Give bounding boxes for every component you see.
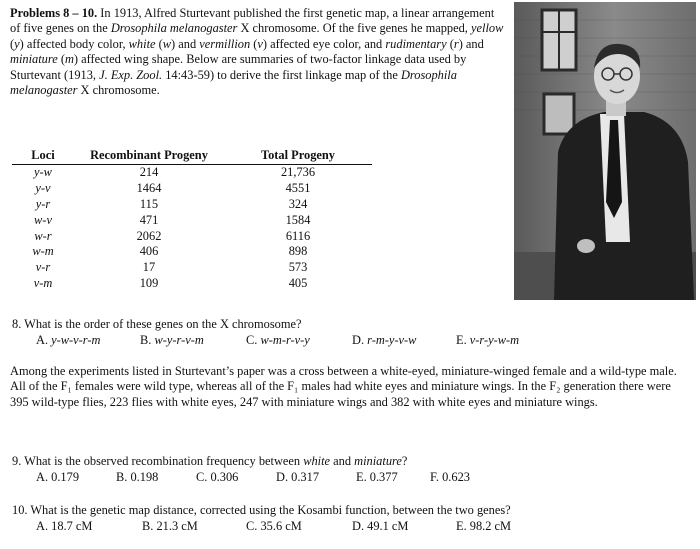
italic-term: Drosophila melanogaster [110,21,238,36]
italic-term: w [162,36,172,51]
text-run: ) affected body color, [19,36,129,51]
italic-term: white [128,36,156,51]
text-run: ) affected wing shape. Below are summaries of two-factor linkage data used by Sturtevant (1913, [10,52,467,82]
italic-term: Drosophila melanogaster [10,67,457,98]
total-cell: 324 [288,196,308,211]
italic-term: m [64,52,74,67]
text-run: 9. What is the observed recombination frequency between [12,454,304,468]
loci-cell: y-r [35,196,51,211]
text-run: In 1913, Alfred Sturtevant published the first genetic map, a linear arrangement of five genes on the [10,6,495,36]
q8-option-a[interactable]: A. y-w-v-r-m [36,333,101,347]
portrait-illustration [514,2,696,300]
italic-term: rudimentary [385,36,447,51]
recombinant-cell: 17 [142,260,156,275]
recombinant-cell: 214 [139,164,159,179]
table-row [12,164,372,180]
col-header-recombinant: Recombinant Progeny [74,148,224,164]
q10-option-a[interactable]: A. 18.7 cM [36,519,93,533]
italic-term: y [14,36,20,51]
question-10: 10. What is the genetic map distance, corrected using the Kosambi function, between the two genes? [12,503,511,517]
q9-option-c[interactable]: C. 0.306 [196,470,239,484]
question-10-options [36,519,636,535]
table-row [12,260,372,276]
text-run: X chromosome. Of the five genes he mapped, [237,21,472,36]
text-run: ) affected eye color, and [262,36,386,51]
text-run: and [330,454,355,468]
q9-option-f[interactable]: F. 0.623 [430,470,470,484]
italic-term: yellow [471,21,504,36]
q9-option-a[interactable]: A. 0.179 [36,470,80,484]
total-cell: 405 [288,276,308,291]
text-run: ( [446,36,454,51]
total-cell: 6116 [285,228,311,243]
recombinant-cell: 109 [139,276,159,291]
text-run: ) and [171,36,200,51]
col-header-loci: Loci [12,148,74,164]
question-9 [12,454,407,469]
text-run: ( [10,36,15,51]
sturtevant-photo [514,2,696,300]
recombinant-cell: 406 [139,244,159,259]
text-run: ( [57,52,65,67]
total-cell: 573 [288,260,308,275]
q8-option-e[interactable]: E. v-r-y-w-m [456,333,520,347]
loci-cell: v-m [33,276,53,291]
italic-term: white [303,454,331,468]
q10-option-c[interactable]: C. 35.6 cM [246,519,302,533]
loci-cell: y-w [34,164,52,179]
question-8-options [36,333,636,349]
q8-option-b[interactable]: B. w-y-r-v-m [140,333,204,347]
experiment-paragraph: Among the experiments listed in Sturtevant’s paper was a cross between a white-eyed, miniature-winged female and a wild-type male. All of the F₁ females were wild type, whereas all of the F₁ males had white eyes and miniature wings. In the F₂ generation there were 395 wild-type flies, 223 flies with white eyes, 247 with miniature wings and 382 with white eyes and miniature wings. [10,364,677,409]
text-run: ? [401,454,408,468]
recombinant-cell: 115 [139,196,159,211]
table-row [12,197,372,213]
loci-cell: w-m [32,244,54,259]
loci-cell: y-v [35,180,51,195]
text-run: 14:43-59) to derive the first linkage map of the [162,67,401,82]
italic-term: vermillion [199,36,251,51]
recombinant-cell: 471 [139,212,159,227]
intro-paragraph [10,6,506,98]
text-run: X chromosome. [77,83,160,98]
problems-heading: Problems 8 – 10. [10,6,98,20]
q8-option-d[interactable]: D. r-m-y-v-w [352,333,417,347]
italic-term: miniature [10,52,58,67]
q9-option-b[interactable]: B. 0.198 [116,470,159,484]
text-run: ( [155,36,163,51]
recombinant-cell: 2062 [136,228,162,243]
question-8: 8. What is the order of these genes on the X chromosome? [12,317,302,331]
q9-option-e[interactable]: E. 0.377 [356,470,398,484]
q10-option-b[interactable]: B. 21.3 cM [142,519,198,533]
q8-option-c[interactable]: C. w-m-r-v-y [246,333,310,347]
total-cell: 1584 [285,212,311,227]
table-row [12,229,372,245]
italic-term: r [453,36,459,51]
loci-cell: w-r [34,228,52,243]
question-9-options [36,470,636,486]
table-row [12,244,372,260]
table-row [12,213,372,229]
text-run: ) and [458,36,484,51]
italic-term: v [257,36,263,51]
loci-cell: w-v [34,212,52,227]
table-row [12,181,372,197]
total-cell: 898 [288,244,308,259]
loci-cell: v-r [35,260,51,275]
total-cell: 21,736 [280,164,316,179]
table-header-row [12,148,372,164]
linkage-data-table [12,148,372,292]
q9-option-d[interactable]: D. 0.317 [276,470,320,484]
total-cell: 4551 [285,180,311,195]
q10-option-e[interactable]: E. 98.2 cM [456,519,512,533]
italic-term: miniature [354,454,402,468]
table-row [12,276,372,292]
col-header-total: Total Progeny [224,148,372,164]
italic-term: J. Exp. Zool. [99,67,163,82]
recombinant-cell: 1464 [136,180,162,195]
text-run: ( [250,36,258,51]
q10-option-d[interactable]: D. 49.1 cM [352,519,409,533]
